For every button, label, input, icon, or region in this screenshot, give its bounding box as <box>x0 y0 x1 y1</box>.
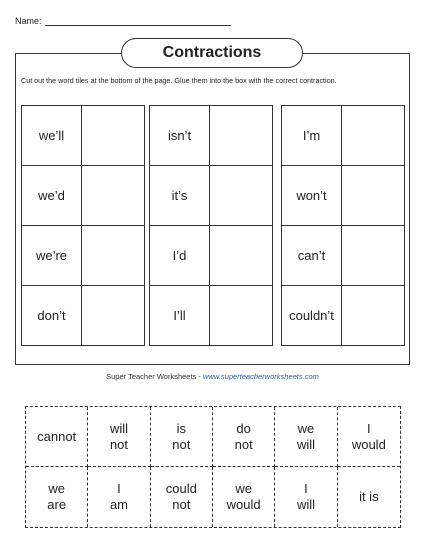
instructions-text: Cut out the word tiles at the bottom of the page. Glue them into the box with the correct contraction. <box>21 76 337 85</box>
glue-box <box>342 166 405 226</box>
contraction-label: can’t <box>282 226 342 286</box>
glue-box <box>210 226 273 286</box>
word-tile: we will <box>275 407 337 467</box>
word-tile: we are <box>26 467 88 527</box>
contraction-label: don’t <box>22 286 82 346</box>
word-tile: is not <box>151 407 213 467</box>
glue-box <box>82 226 145 286</box>
word-tile: will not <box>88 407 150 467</box>
glue-box <box>210 106 273 166</box>
word-tiles <box>25 406 401 528</box>
contraction-label: it’s <box>150 166 210 226</box>
name-label: Name: <box>15 16 42 26</box>
contraction-label: we’re <box>22 226 82 286</box>
footer-brand: Super Teacher Worksheets - <box>106 372 203 381</box>
contraction-label: we’d <box>22 166 82 226</box>
word-tile: do not <box>213 407 275 467</box>
glue-box <box>82 286 145 346</box>
word-tile: we would <box>213 467 275 527</box>
word-tile: I would <box>338 407 400 467</box>
word-tile: could not <box>151 467 213 527</box>
word-tile: I am <box>88 467 150 527</box>
glue-box <box>342 286 405 346</box>
glue-box <box>82 166 145 226</box>
word-tile: I will <box>275 467 337 527</box>
contraction-label: we’ll <box>22 106 82 166</box>
footer-url: www.superteacherworksheets.com <box>202 372 319 381</box>
page-title: Contractions <box>121 38 303 68</box>
word-tile: it is <box>359 489 379 504</box>
word-tile: cannot <box>26 407 88 467</box>
name-field <box>15 16 231 26</box>
glue-box <box>342 226 405 286</box>
contraction-grid <box>21 105 145 346</box>
contraction-label: I’ll <box>150 286 210 346</box>
contraction-label: won’t <box>282 166 342 226</box>
contraction-grid <box>149 105 273 346</box>
glue-box <box>210 166 273 226</box>
contraction-label: couldn’t <box>282 286 342 346</box>
contraction-label: isn’t <box>150 106 210 166</box>
glue-box <box>342 106 405 166</box>
glue-box <box>82 106 145 166</box>
footer <box>0 372 425 381</box>
contraction-label: I’m <box>282 106 342 166</box>
contraction-label: I’d <box>150 226 210 286</box>
contraction-grid <box>281 105 405 346</box>
name-line <box>45 16 231 26</box>
glue-box <box>210 286 273 346</box>
